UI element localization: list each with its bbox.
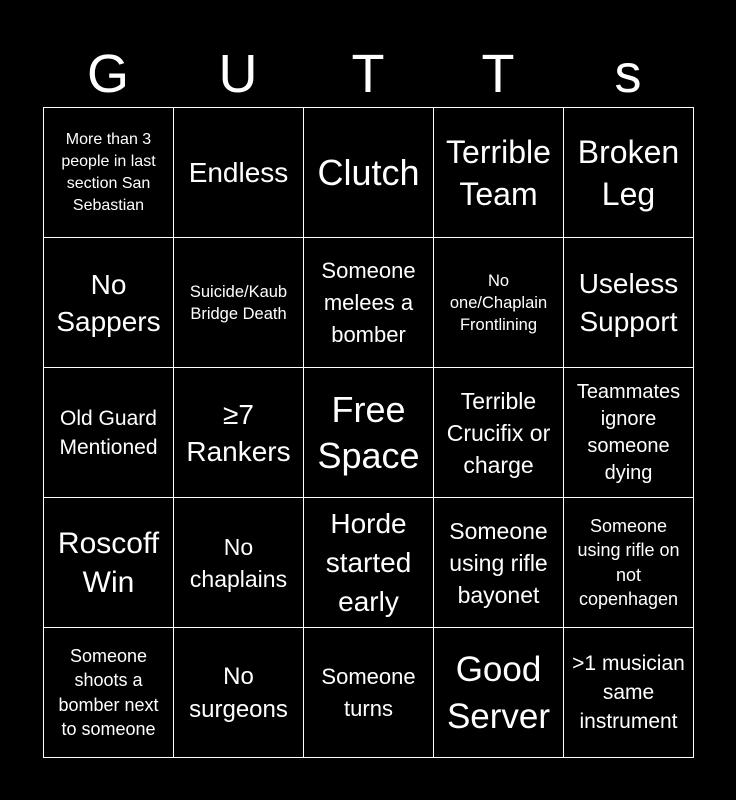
bingo-cell[interactable] (564, 498, 694, 628)
cell-label: Someone shoots a bomber next to someone (58, 645, 159, 739)
bingo-cell[interactable] (44, 238, 174, 368)
cell-label: Useless Support (578, 267, 679, 337)
cell-label: Terrible Team (446, 133, 551, 212)
cell-label: Roscoff Win (57, 526, 160, 599)
bingo-cell[interactable] (44, 368, 174, 498)
bingo-cell[interactable] (174, 628, 304, 758)
bingo-cell[interactable] (174, 238, 304, 368)
cell-label: No surgeons (189, 662, 288, 723)
header-letter-s: s (614, 44, 642, 104)
bingo-cell[interactable] (304, 628, 434, 758)
cell-label: ≥7 Rankers (186, 398, 291, 467)
header-letter-t-2: T (481, 44, 515, 104)
bingo-cell[interactable] (564, 628, 694, 758)
bingo-cell[interactable] (44, 498, 174, 628)
cell-label: No chaplains (189, 533, 288, 592)
cell-label: More than 3 people in last section San Sebastian (61, 130, 156, 214)
bingo-cell[interactable] (564, 108, 694, 238)
bingo-cell[interactable] (174, 498, 304, 628)
cell-label: Someone melees a bomber (321, 257, 416, 347)
bingo-cell[interactable] (434, 368, 564, 498)
bingo-cell[interactable] (44, 628, 174, 758)
cell-label: Broken Leg (577, 133, 680, 212)
header-letter-g: G (86, 44, 129, 104)
cell-label: Someone turns (321, 663, 416, 721)
bingo-cell[interactable] (304, 238, 434, 368)
cell-label: Teammates ignore someone dying (576, 380, 681, 484)
bingo-header (43, 40, 693, 108)
cell-label: Someone using rifle on not copenhagen (577, 515, 680, 609)
cell-label: Clutch (317, 151, 420, 193)
bingo-cell[interactable] (304, 498, 434, 628)
cell-label: No Sappers (56, 268, 161, 337)
bingo-cell[interactable] (434, 628, 564, 758)
bingo-cell[interactable] (564, 368, 694, 498)
cell-label: Terrible Crucifix or charge (446, 387, 551, 478)
cell-label: Endless (188, 156, 289, 188)
bingo-cell[interactable] (174, 108, 304, 238)
cell-label: Someone using rifle bayonet (449, 517, 548, 608)
cell-label: Horde started early (325, 508, 412, 617)
cell-label: Old Guard Mentioned (59, 406, 158, 459)
bingo-cell[interactable] (564, 238, 694, 368)
cell-label: Free Space (317, 388, 420, 476)
bingo-board (43, 107, 694, 758)
bingo-cell[interactable] (174, 368, 304, 498)
cell-label: >1 musician same instrument (572, 652, 685, 733)
cell-label: Suicide/Kaub Bridge Death (189, 282, 288, 323)
bingo-cell[interactable] (434, 238, 564, 368)
bingo-cell[interactable] (304, 108, 434, 238)
cell-label: No one/Chaplain Frontlining (449, 271, 548, 334)
bingo-cell[interactable] (304, 368, 434, 498)
bingo-cell[interactable] (434, 108, 564, 238)
header-letter-u: U (218, 44, 258, 104)
bingo-cell[interactable] (44, 108, 174, 238)
bingo-cell[interactable] (434, 498, 564, 628)
header-letter-t: T (351, 44, 385, 104)
cell-label: Good Server (446, 649, 551, 736)
